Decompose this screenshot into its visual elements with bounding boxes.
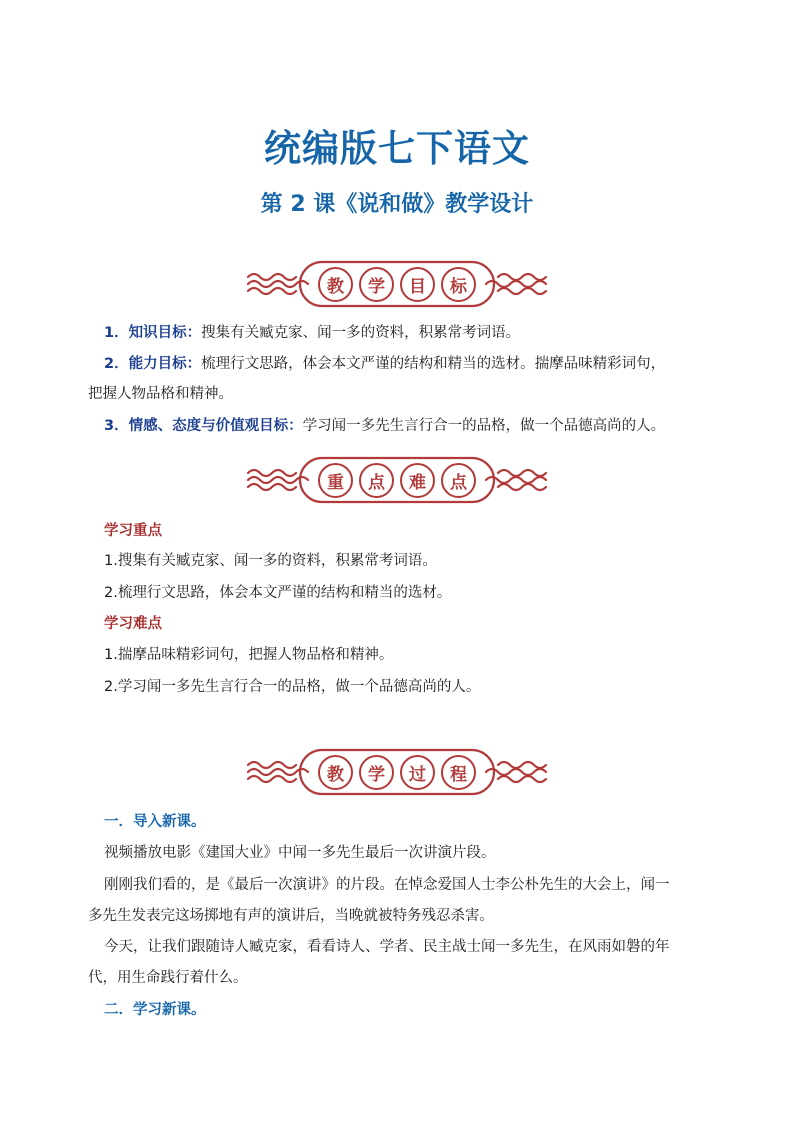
banner-char: 教 bbox=[318, 755, 353, 790]
focus-heading: 学习重点 bbox=[104, 523, 162, 539]
goal-item-2-continued: 把握人物品格和精神。 bbox=[88, 386, 233, 402]
focus-item: 2.梳理行文思路，体会本文严谨的结构和精当的选材。 bbox=[104, 585, 452, 601]
banner-char: 教 bbox=[318, 267, 353, 302]
banner-char: 程 bbox=[441, 755, 476, 790]
difficulty-heading: 学习难点 bbox=[104, 616, 162, 632]
section-banner-keypoints bbox=[0, 452, 794, 508]
process-paragraph: 刚刚我们看的，是《最后一次演讲》的片段。在悼念爱国人士李公朴先生的大会上，闻一 bbox=[104, 877, 670, 893]
banner-char: 点 bbox=[441, 463, 476, 498]
banner-char: 重 bbox=[318, 463, 353, 498]
section-banner-goals bbox=[0, 256, 794, 312]
banner-char: 过 bbox=[400, 755, 435, 790]
goal-item-1: 1．知识目标：搜集有关臧克家、闻一多的资料，积累常考词语。 bbox=[104, 325, 521, 341]
banner-char: 点 bbox=[359, 463, 394, 498]
difficulty-item: 1.揣摩品味精彩词句，把握人物品格和精神。 bbox=[104, 647, 394, 663]
process-step-1-heading: 一．导入新课。 bbox=[104, 814, 206, 830]
goal-item-3: 3．情感、态度与价值观目标：学习闻一多先生言行合一的品格，做一个品德高尚的人。 bbox=[104, 418, 666, 434]
banner-char: 目 bbox=[400, 267, 435, 302]
banner-char: 学 bbox=[359, 755, 394, 790]
section-banner-process bbox=[0, 744, 794, 800]
process-paragraph-continued: 代，用生命践行着什么。 bbox=[88, 970, 248, 986]
document-title: 统编版七下语文 bbox=[264, 127, 530, 170]
document-subtitle: 第 2 课《说和做》教学设计 bbox=[260, 192, 534, 217]
difficulty-item: 2.学习闻一多先生言行合一的品格，做一个品德高尚的人。 bbox=[104, 679, 481, 695]
banner-char: 标 bbox=[441, 267, 476, 302]
process-paragraph-continued: 多先生发表完这场掷地有声的演讲后，当晚就被特务残忍杀害。 bbox=[88, 908, 494, 924]
banner-char: 难 bbox=[400, 463, 435, 498]
goal-item-2: 2．能力目标：梳理行文思路，体会本文严谨的结构和精当的选材。揣摩品味精彩词句， bbox=[104, 356, 666, 372]
process-step-2-heading: 二．学习新课。 bbox=[104, 1002, 206, 1018]
banner-char: 学 bbox=[359, 267, 394, 302]
process-paragraph: 今天，让我们跟随诗人臧克家，看看诗人、学者、民主战士闻一多先生，在风雨如磐的年 bbox=[104, 939, 670, 955]
process-paragraph: 视频播放电影《建国大业》中闻一多先生最后一次讲演片段。 bbox=[104, 845, 496, 861]
focus-item: 1.搜集有关臧克家、闻一多的资料，积累常考词语。 bbox=[104, 553, 437, 569]
